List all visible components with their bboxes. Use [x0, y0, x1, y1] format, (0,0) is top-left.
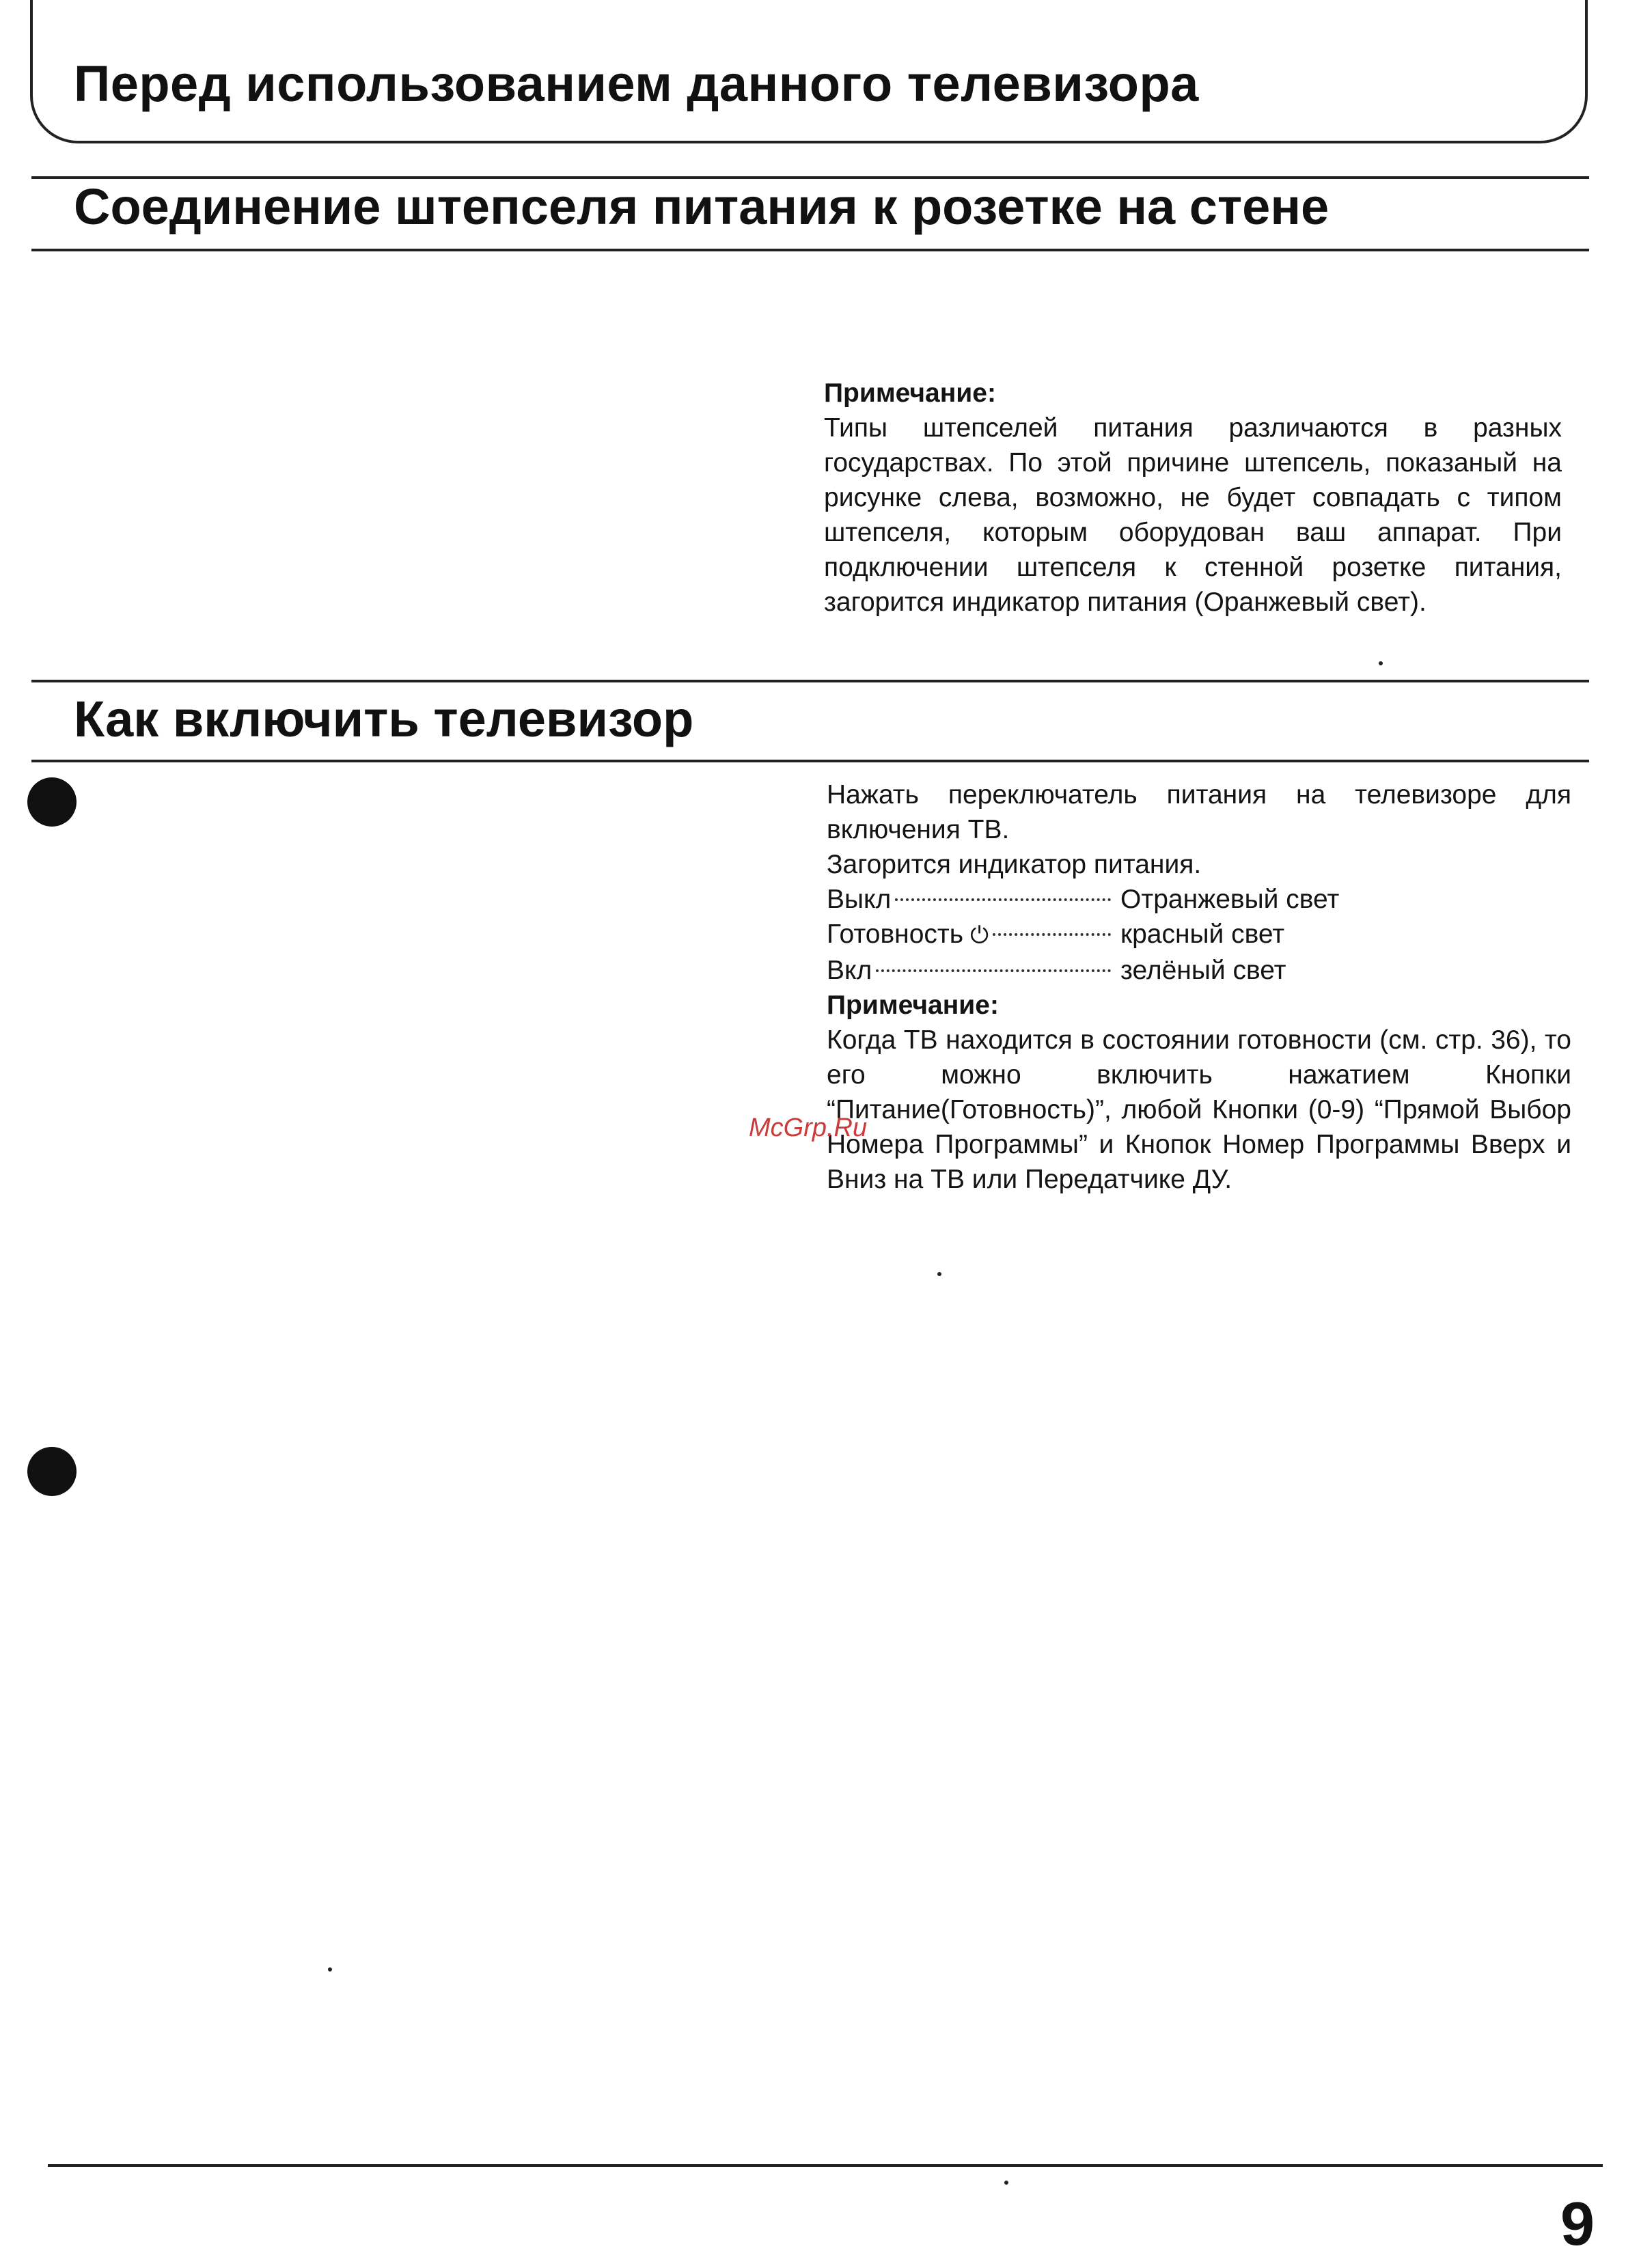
status-light: красный свет: [1120, 919, 1285, 949]
section2-bottom-rule: [31, 760, 1589, 762]
status-state: Готовность: [827, 919, 964, 949]
section2-top-rule: [31, 680, 1589, 682]
section1-note-label: Примечание:: [824, 378, 996, 408]
status-row-off: [827, 882, 1571, 917]
power-standby-icon: ⏻: [970, 922, 989, 949]
section2-body: [827, 777, 1571, 1197]
section1-note-text: Типы штепселей питания различаются в разных государствах. По этой причине штепсель, показаный на рисунке слева, возможно, не будет совпадать с типом штепселя, которым оборудован ваш аппарат. При подключении штепселя к стенной розетке питания, загорится индикатор питания (Оранжевый свет).: [824, 413, 1562, 617]
bullet-marker-top: [27, 777, 77, 827]
scan-speck: [328, 1967, 332, 1972]
scan-speck: [937, 1272, 941, 1276]
dot-leader: [876, 969, 1111, 972]
section1-note: [824, 376, 1562, 620]
scan-speck: [1004, 2181, 1008, 2185]
page-number: 9: [1560, 2190, 1595, 2258]
page-title: Перед использованием данного телевизора: [74, 55, 1199, 112]
status-state: Выкл: [827, 885, 892, 914]
power-on-instruction: Нажать переключатель питания на телевизоре для включения ТВ.: [827, 780, 1571, 844]
section1-bottom-rule: [31, 249, 1589, 251]
section2-title: Как включить телевизор: [74, 691, 694, 747]
indicator-text: Загорится индикатор питания.: [827, 850, 1202, 879]
status-row-on: [827, 953, 1571, 988]
watermark-text: McGrp.Ru: [749, 1114, 868, 1142]
footer-rule: [48, 2164, 1603, 2167]
scan-speck: [1379, 661, 1383, 665]
status-state: Вкл: [827, 956, 872, 985]
section2-note-text: Когда ТВ находится в состоянии готовности (см. стр. 36), то его можно включить нажатием Кнопки “Питание(Готовность)”, любой Кнопки (0-9) “Прямой Выбор Номера Программы” и Кнопок Номер Программы Вверх и Вниз на ТВ или Передатчике ДУ.: [827, 1025, 1571, 1194]
status-row-standby: [827, 917, 1571, 953]
section2-note-label: Примечание:: [827, 991, 999, 1020]
bullet-marker-bottom: [27, 1447, 77, 1496]
section1-title: Соединение штепселя питания к розетке на стене: [74, 178, 1329, 235]
dot-leader: [895, 898, 1111, 901]
dot-leader: [993, 933, 1111, 936]
status-light: зелёный свет: [1120, 956, 1286, 985]
status-light: Отранжевый свет: [1120, 885, 1340, 914]
